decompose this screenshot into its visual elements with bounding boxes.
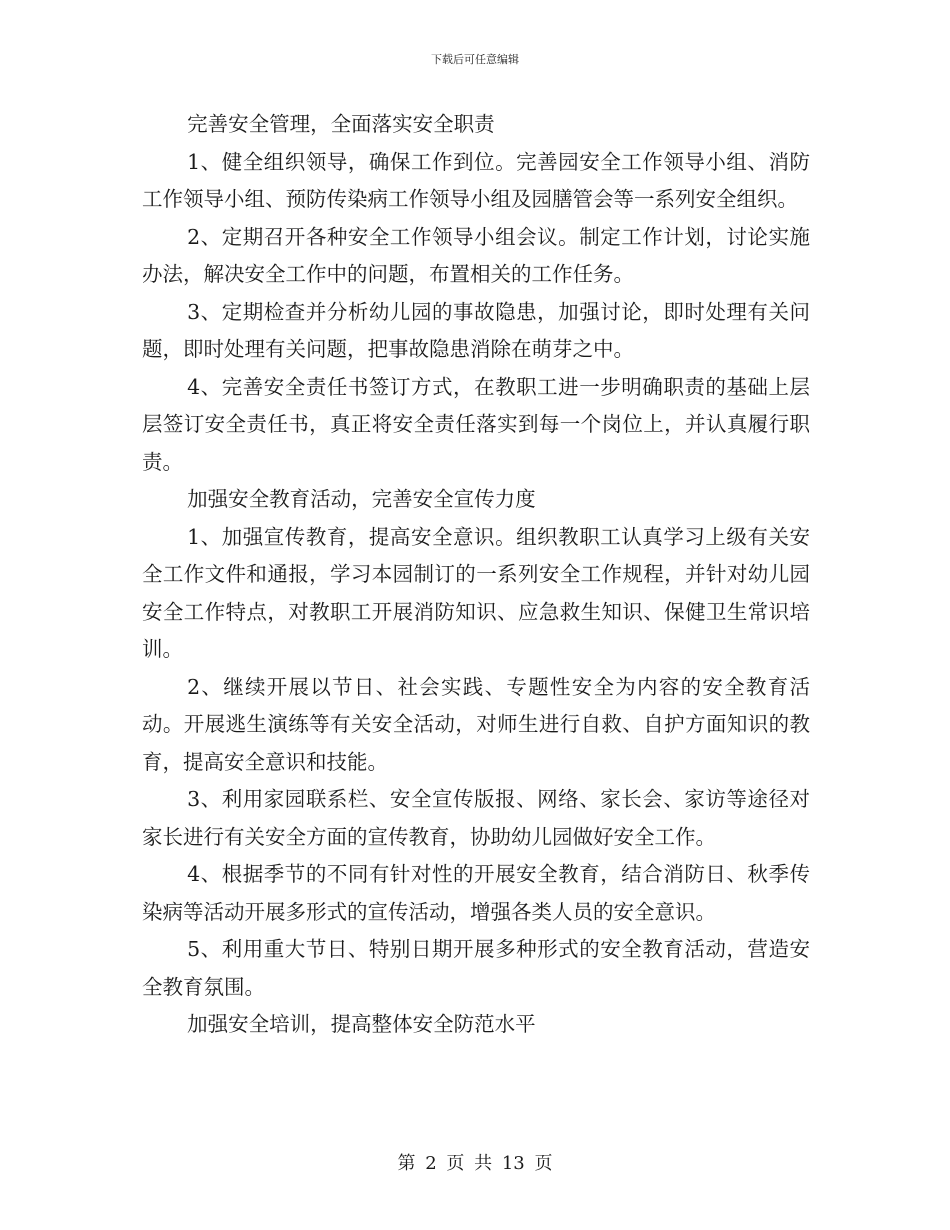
paragraph-regular-meetings: 2、定期召开各种安全工作领导小组会议。制定工作计划，讨论实施办法，解决安全工作中的问题，布置相关的工作任务。: [142, 224, 810, 286]
paragraph-seasonal-education: 4、根据季节的不同有针对性的开展安全教育，结合消防日、秋季传染病等活动开展多形式的宣传活动，增强各类人员的安全意识。: [142, 862, 810, 924]
paragraph-publicity-education: 1、加强宣传教育，提高安全意识。组织教职工认真学习上级有关安全工作文件和通报，学习本园制订的一系列安全工作规程，并针对幼儿园安全工作特点，对教职工开展消防知识、应急救生知识、保健卫生常识培训。: [142, 524, 810, 661]
section-heading-safety-management: 完善安全管理，全面落实安全职责: [187, 112, 495, 136]
page-number: 第 2 页 共 13 页: [397, 1153, 553, 1174]
document-body: [142, 106, 810, 1044]
paragraph-holiday-activities: 5、利用重大节日、特别日期开展多种形式的安全教育活动，营造安全教育氛围。: [142, 937, 810, 999]
page-header-note: 下载后可任意编辑: [431, 53, 519, 66]
paragraph-organization-leadership: 1、健全组织领导，确保工作到位。完善园安全工作领导小组、消防工作领导小组、预防传染病工作领导小组及园膳管会等一系列安全组织。: [142, 149, 810, 211]
paragraph-education-activities: 2、继续开展以节日、社会实践、专题性安全为内容的安全教育活动。开展逃生演练等有关安全活动，对师生进行自救、自护方面知识的教育，提高安全意识和技能。: [142, 674, 810, 774]
paragraph-hazard-inspection: 3、定期检查并分析幼儿园的事故隐患，加强讨论，即时处理有关问题，即时处理有关问题，把事故隐患消除在萌芽之中。: [142, 299, 810, 361]
section-heading-safety-education: 加强安全教育活动，完善安全宣传力度: [187, 487, 536, 511]
paragraph-home-school-contact: 3、利用家园联系栏、安全宣传版报、网络、家长会、家访等途径对家长进行有关安全方面的宣传教育，协助幼儿园做好安全工作。: [142, 787, 810, 849]
section-heading-safety-training: 加强安全培训，提高整体安全防范水平: [187, 1012, 536, 1036]
paragraph-responsibility-letter: 4、完善安全责任书签订方式，在教职工进一步明确职责的基础上层层签订安全责任书，真正将安全责任落实到每一个岗位上，并认真履行职责。: [142, 374, 810, 474]
